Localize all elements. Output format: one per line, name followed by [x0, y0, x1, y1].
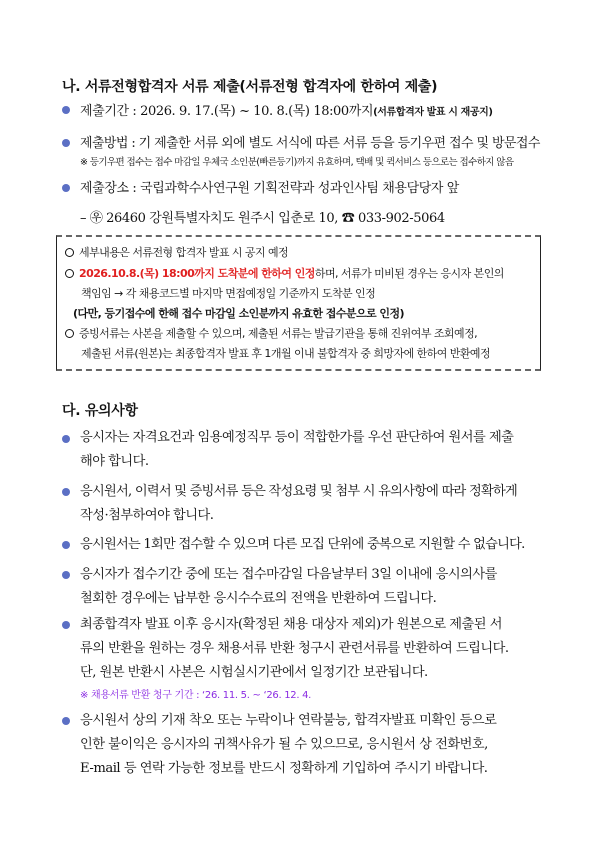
precaution-1-line-2: 해야 합니다.: [80, 454, 149, 469]
circle-bullet-icon: [65, 248, 74, 257]
submission-address: – ㉾ 26460 강원특별자치도 원주시 입춘로 10, ☎ 033-902-5064: [80, 211, 445, 226]
return-request-period-note: ※ 채용서류 반환 청구 기간 : ‘26. 11. 5. ~ ‘26. 12. 4.: [80, 690, 312, 701]
notice-item-3-cont: 제출된 서류(원본)는 최종합격자 발표 후 1개월 이내 불합격자 중 희망자에 한하여 반환예정: [81, 347, 491, 360]
bullet-icon: [62, 435, 70, 443]
notice-item-1: [65, 244, 288, 260]
precaution-4-line-2: 철회한 경우에는 납부한 응시수수료의 전액을 반환하여 드립니다.: [80, 591, 437, 606]
bullet-icon: [62, 541, 70, 549]
notice-item-2: [65, 265, 504, 281]
circle-bullet-icon: [65, 329, 74, 338]
precaution-6-line-1: 응시원서 상의 기재 착오 또는 누락이나 연락불능, 합격자발표 미확인 등으로: [80, 713, 497, 728]
notice-item-3-text: 증빙서류는 사본을 제출할 수 있으며, 제출된 서류는 발급기관을 통해 진위여부 조회예정,: [79, 327, 478, 340]
notice-item-2-cont: 책임임 → 각 채용코드별 마지막 면접예정일 기준까지 도착분 인정: [81, 287, 376, 300]
bullet-icon: [62, 571, 70, 579]
bullet-icon: [62, 621, 70, 629]
precaution-4-line-1: 응시자가 접수기간 중에 또는 접수마감일 다음날부터 3일 이내에 응시의사를: [80, 567, 497, 582]
precaution-2-line-1: 응시원서, 이력서 및 증빙서류 등은 작성요령 및 첨부 시 유의사항에 따라 정확하게: [80, 484, 517, 499]
bullet-icon: [62, 184, 70, 192]
bullet-icon: [62, 106, 70, 114]
precaution-6-line-2: 인한 불이익은 응시자의 귀책사유가 될 수 있으므로, 응시원서 상 전화번호,: [80, 737, 488, 752]
notice-item-2-bold: (다만, 등기접수에 한해 접수 마감일 소인분까지 유효한 접수분으로 인정): [73, 307, 405, 320]
notice-box: [56, 235, 541, 371]
submission-period: [80, 100, 493, 119]
section-title-precautions: 다. 유의사항: [62, 403, 138, 419]
notice-item-1-text: 세부내용은 서류전형 합격자 발표 시 공지 예정: [79, 246, 289, 259]
notice-item-2-text: 하며, 서류가 미비된 경우는 응시자 본인의: [314, 267, 504, 280]
bullet-icon: [62, 139, 70, 147]
precaution-1-line-1: 응시자는 자격요건과 임용예정직무 등이 적합한가를 우선 판단하여 원서를 제출: [80, 430, 514, 445]
notice-item-3: [65, 325, 477, 341]
precaution-3-line-1: 응시원서는 1회만 접수할 수 있으며 다른 모집 단위에 중복으로 지원할 수 없습니다.: [80, 537, 525, 552]
bullet-icon: [62, 488, 70, 496]
notice-deadline-highlight: 2026.10.8.(목) 18:00까지 도착분에 한하여 인정: [79, 267, 315, 280]
submission-place: 제출장소 : 국립과학수사연구원 기획전략과 성과인사팀 채용담당자 앞: [80, 181, 459, 196]
precaution-5-line-3: 단, 원본 반환시 사본은 시험실시기관에서 일정기간 보관됩니다.: [80, 665, 428, 680]
precaution-2-line-2: 작성·첨부하여야 합니다.: [80, 508, 214, 523]
circle-bullet-icon: [65, 269, 74, 278]
precaution-5-line-2: 류의 반환을 원하는 경우 채용서류 반환 청구시 관련서류를 반환하여 드립니다.: [80, 641, 509, 656]
submission-method-note: ※ 등기우편 접수는 접수 마감일 우체국 소인분(빠른등기)까지 유효하며, 택배 및 퀵서비스 등으로는 접수하지 않음: [80, 157, 514, 168]
submission-method: 제출방법 : 기 제출한 서류 외에 별도 서식에 따른 서류 등을 등기우편 접수 및 방문접수: [80, 136, 540, 151]
section-title-submission: 나. 서류전형합격자 서류 제출(서류전형 합격자에 한하여 제출): [62, 79, 438, 95]
submission-period-note: (서류합격자 발표 시 재공지): [373, 107, 493, 118]
precaution-6-line-3: E-mail 등 연락 가능한 정보를 반드시 정확하게 기입하여 주시기 바랍니다.: [80, 761, 488, 776]
submission-period-text: 제출기간 : 2026. 9. 17.(목) ~ 10. 8.(목) 18:00까지: [80, 104, 374, 119]
bullet-icon: [62, 717, 70, 725]
precaution-5-line-1: 최종합격자 발표 이후 응시자(확정된 채용 대상자 제외)가 원본으로 제출된 서: [80, 617, 502, 632]
